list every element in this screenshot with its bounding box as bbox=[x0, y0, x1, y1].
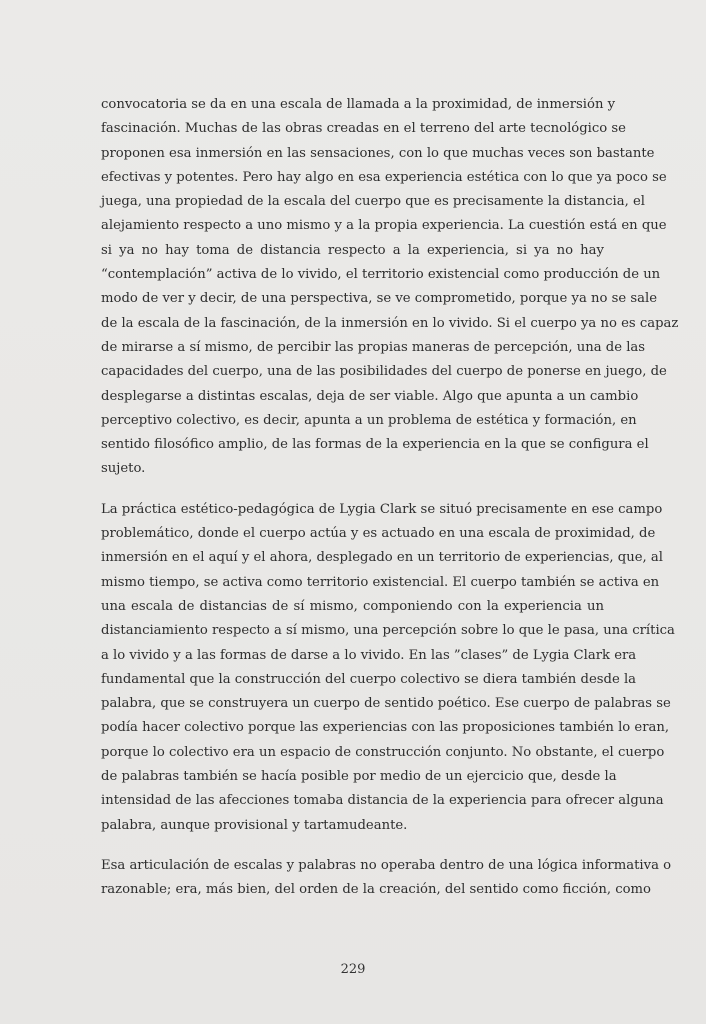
text-line: de mirarse a sí mismo, de percibir las propias maneras de percepción, una de las bbox=[101, 339, 646, 355]
text-line: proponen esa inmersión en las sensaciones, con lo que muchas veces son bastante bbox=[101, 145, 655, 161]
body-text bbox=[101, 93, 679, 919]
text-line: sentido filosófico amplio, de las formas de la experiencia en la que se configura el bbox=[101, 437, 649, 453]
paragraph bbox=[101, 498, 675, 838]
text-line: alejamiento respecto a uno mismo y a la propia experiencia. La cuestión está en que bbox=[101, 218, 667, 234]
text-line: modo de ver y decir, de una perspectiva, se ve comprometido, porque ya no se sale bbox=[101, 291, 658, 307]
text-line: perceptivo colectivo, es decir, apunta a un problema de estética y formación, en bbox=[101, 412, 637, 428]
paragraph bbox=[101, 854, 672, 903]
text-line: sujeto. bbox=[101, 461, 146, 477]
text-line: La práctica estético-pedagógica de Lygia Clark se situó precisamente en ese campo bbox=[101, 501, 663, 517]
text-line: palabra, que se construyera un cuerpo de sentido poético. Ese cuerpo de palabras se bbox=[101, 696, 671, 712]
text-line: si ya no hay toma de distancia respecto a la experiencia, si ya no hay bbox=[101, 242, 604, 258]
text-line: porque lo colectivo era un espacio de construcción conjunto. No obstante, el cuerpo bbox=[101, 744, 665, 760]
text-line: de palabras también se hacía posible por medio de un ejercicio que, desde la bbox=[101, 769, 617, 785]
text-line: fascinación. Muchas de las obras creadas en el terreno del arte tecnológico se bbox=[101, 121, 626, 137]
text-line: efectivas y potentes. Pero hay algo en esa experiencia estética con lo que ya poco se bbox=[101, 169, 667, 185]
text-line: mismo tiempo, se activa como territorio existencial. El cuerpo también se activa en bbox=[101, 574, 660, 590]
text-line: fundamental que la construcción del cuerpo colectivo se diera también desde la bbox=[101, 671, 637, 687]
text-line: palabra, aunque provisional y tartamudeante. bbox=[101, 817, 408, 833]
text-line: podía hacer colectivo porque las experiencias con las proposiciones también lo eran, bbox=[101, 720, 670, 736]
text-line: juega, una propiedad de la escala del cuerpo que es precisamente la distancia, el bbox=[101, 194, 646, 210]
text-line: desplegarse a distintas escalas, deja de ser viable. Algo que apunta a un cambio bbox=[101, 388, 639, 404]
text-line: razonable; era, más bien, del orden de la creación, del sentido como ficción, como bbox=[101, 882, 651, 898]
text-line: problemático, donde el cuerpo actúa y es actuado en una escala de proximidad, de bbox=[101, 526, 656, 542]
paragraph bbox=[101, 93, 679, 482]
text-line: distanciamiento respecto a sí mismo, una percepción sobre lo que le pasa, una crítica bbox=[101, 623, 675, 639]
page-number: 229 bbox=[340, 962, 366, 977]
text-line: de la escala de la fascinación, de la inmersión en lo vivido. Si el cuerpo ya no es capaz bbox=[101, 315, 679, 331]
text-line: Esa articulación de escalas y palabras no operaba dentro de una lógica informativa o bbox=[101, 857, 672, 873]
text-line: una escala de distancias de sí mismo, componiendo con la experiencia un bbox=[101, 598, 604, 614]
text-line: capacidades del cuerpo, una de las posibilidades del cuerpo de ponerse en juego, de bbox=[101, 364, 667, 380]
text-line: “contemplación” activa de lo vivido, el territorio existencial como producción de un bbox=[101, 267, 661, 283]
text-line: convocatoria se da en una escala de llamada a la proximidad, de inmersión y bbox=[101, 97, 616, 112]
text-line: intensidad de las afecciones tomaba distancia de la experiencia para ofrecer alguna bbox=[101, 793, 664, 809]
text-line: a lo vivido y a las formas de darse a lo vivido. En las ”clases” de Lygia Clark era bbox=[101, 647, 637, 663]
text-line: inmersión en el aquí y el ahora, desplegado en un territorio de experiencias, que, al bbox=[101, 550, 663, 566]
